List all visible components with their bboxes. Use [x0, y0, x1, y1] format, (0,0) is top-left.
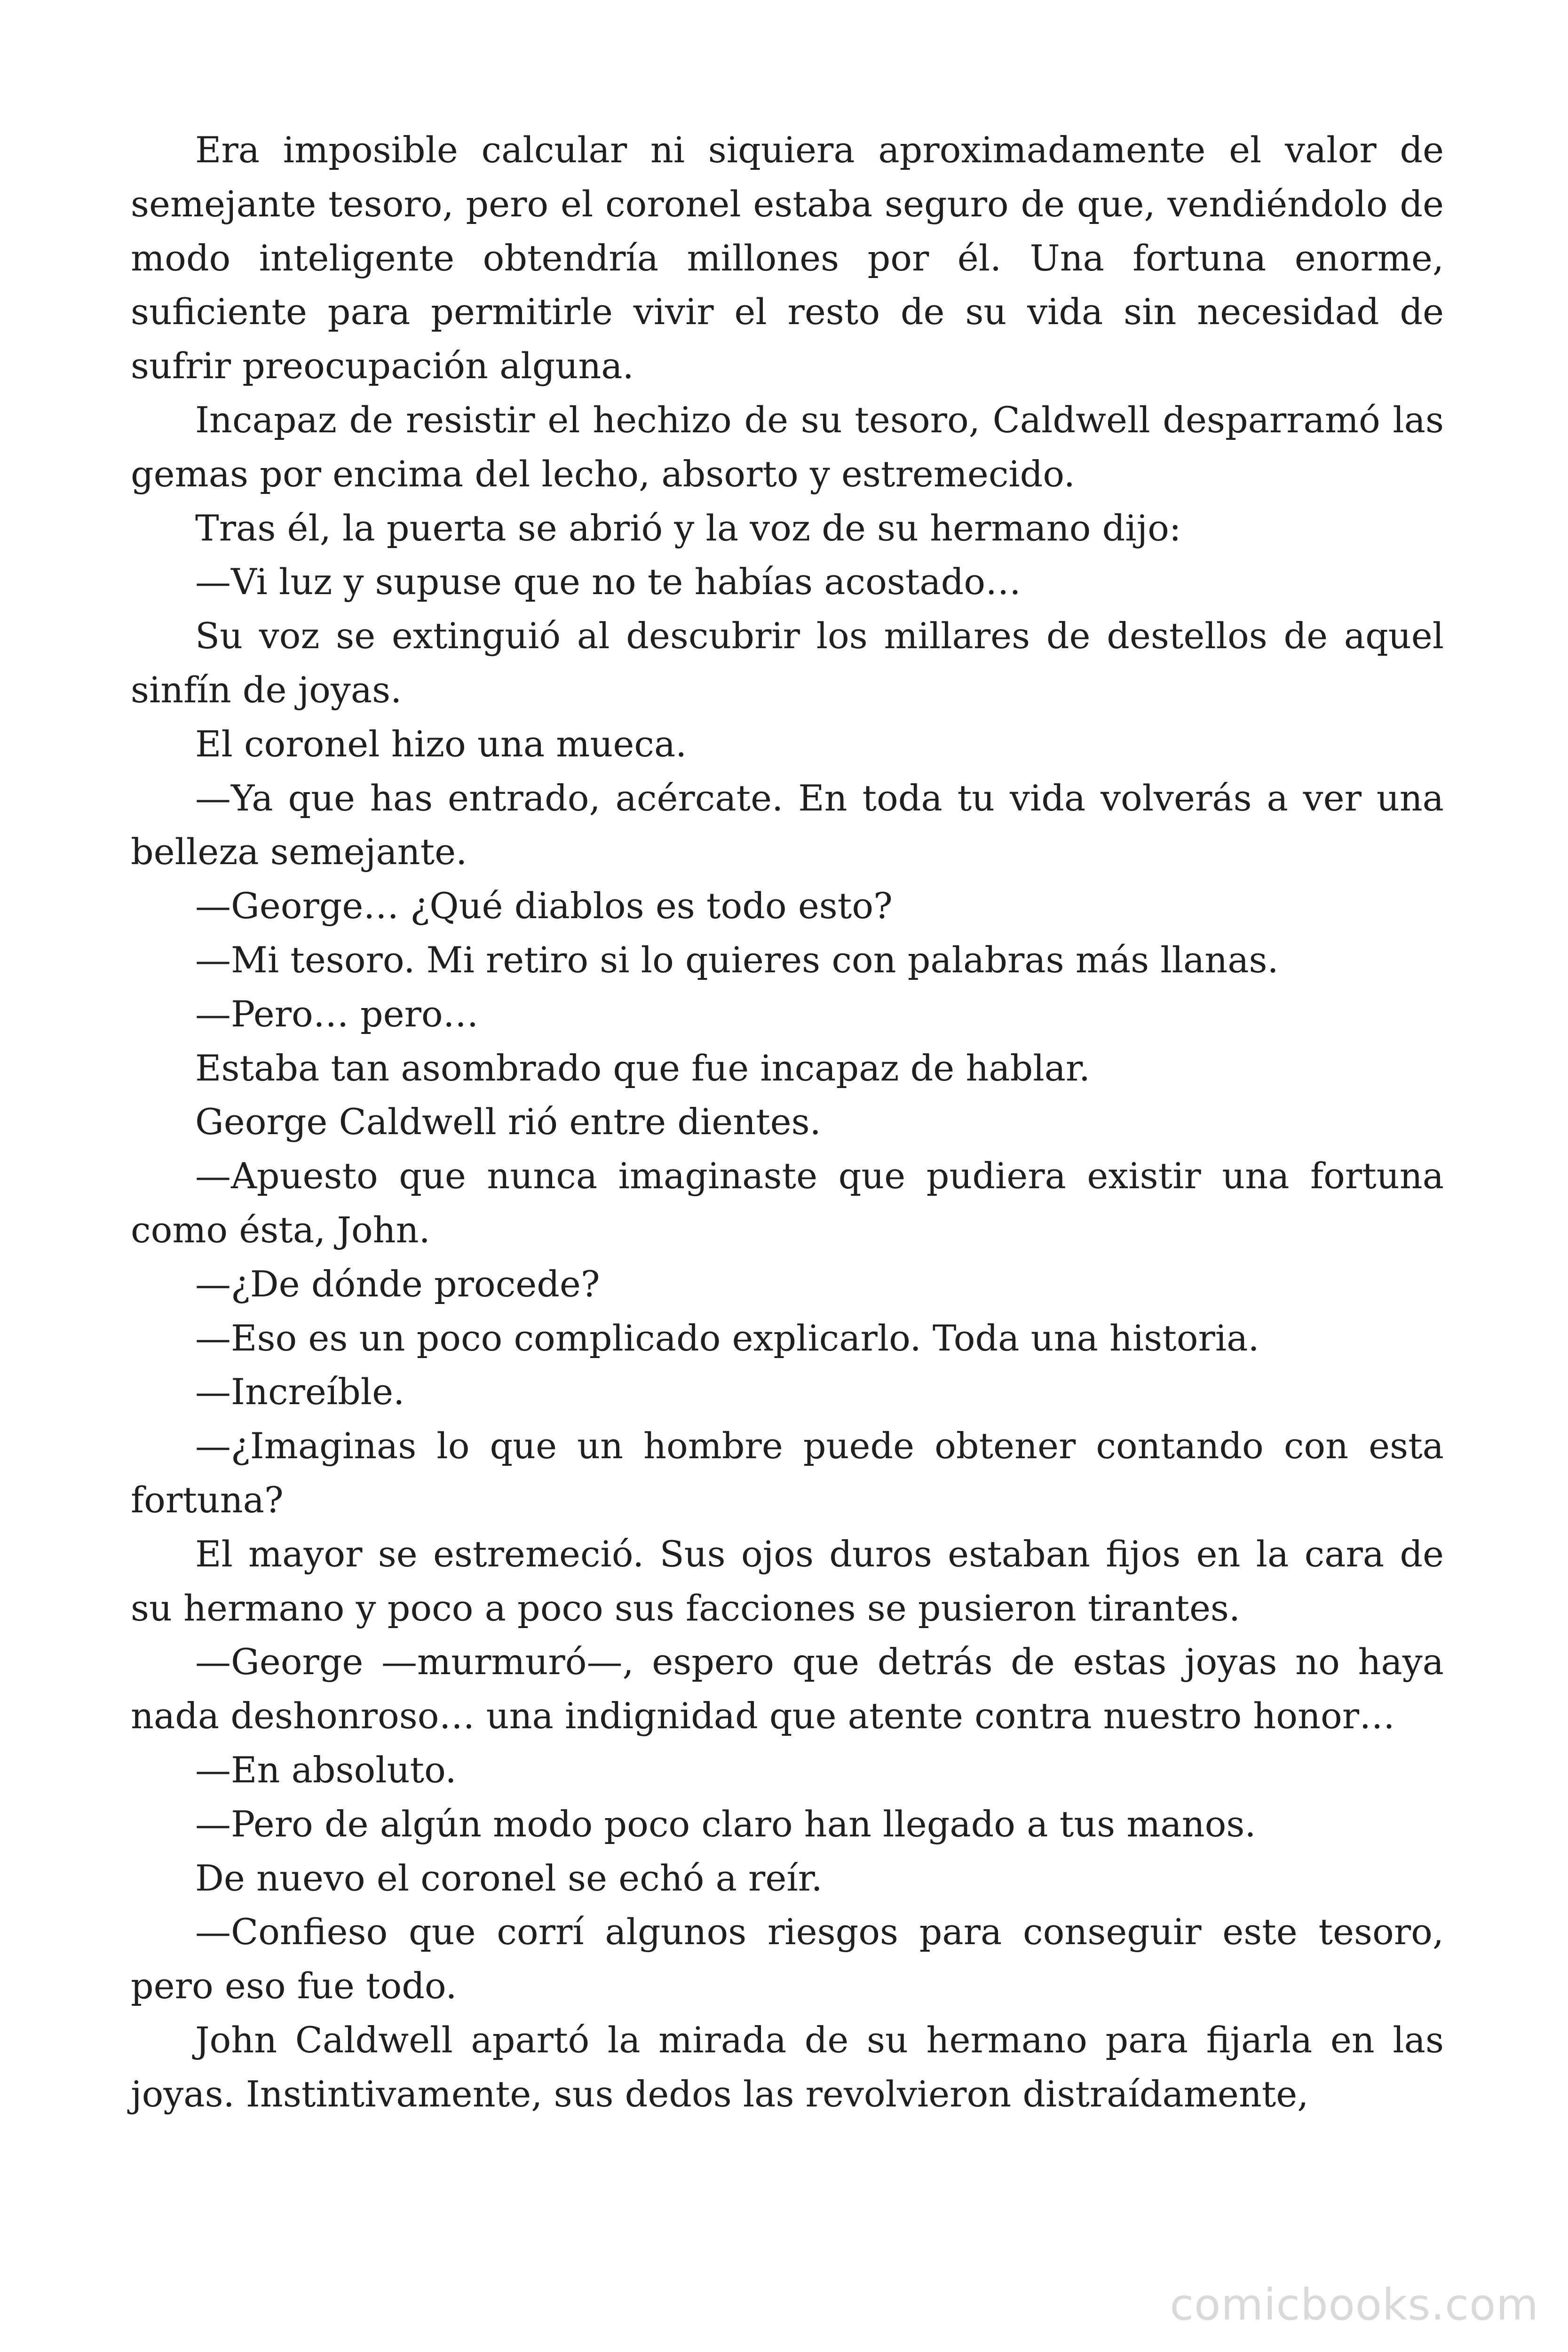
- paragraph: El mayor se estremeció. Sus ojos duros estaban fijos en la cara de su hermano y poco a poco sus facciones se pusieron tirantes.: [131, 1533, 1444, 1629]
- paragraph: Era imposible calcular ni siquiera aproximadamente el valor de semejante tesoro, pero el coronel estaba seguro de que, vendiéndolo de modo inteligente obtendría millones por él. Una fortuna enorme, suficiente para permitirle vivir el resto de su vida sin necesidad de sufrir preocupación alguna.: [131, 129, 1444, 387]
- paragraph: —Ya que has entrado, acércate. En toda tu vida volverás a ver una belleza semejante.: [131, 777, 1444, 873]
- paragraph: El coronel hizo una mueca.: [195, 723, 687, 765]
- paragraph: —Vi luz y supuse que no te habías acostado…: [195, 561, 1022, 603]
- paragraph: —George —murmuró—, espero que detrás de estas joyas no haya nada deshonroso… una indignidad que atente contra nuestro honor…: [131, 1641, 1444, 1737]
- site-watermark: comicbooks.com: [1170, 2280, 1539, 2330]
- paragraph: Tras él, la puerta se abrió y la voz de su hermano dijo:: [195, 507, 1181, 549]
- paragraph: Estaba tan asombrado que fue incapaz de hablar.: [195, 1047, 1091, 1089]
- paragraph: John Caldwell apartó la mirada de su hermano para fijarla en las joyas. Instintivamente, sus dedos las revolvieron distraídamente,: [131, 2018, 1444, 2115]
- paragraph: Incapaz de resistir el hechizo de su tesoro, Caldwell desparramó las gemas por encima del lecho, absorto y estremecido.: [131, 398, 1444, 495]
- paragraph: George Caldwell rió entre dientes.: [195, 1101, 821, 1143]
- paragraph: —¿Imaginas lo que un hombre puede obtener contando con esta fortuna?: [131, 1425, 1444, 1521]
- paragraph: —Eso es un poco complicado explicarlo. Toda una historia.: [195, 1317, 1259, 1359]
- paragraph: —¿De dónde procede?: [195, 1263, 600, 1305]
- paragraph: —Pero de algún modo poco claro han llegado a tus manos.: [195, 1803, 1256, 1845]
- paragraph: —En absoluto.: [195, 1748, 457, 1791]
- paragraph: Su voz se extinguió al descubrir los millares de destellos de aquel sinfín de joyas.: [131, 615, 1444, 711]
- page-body-text: [131, 123, 1444, 2121]
- paragraph: —George… ¿Qué diablos es todo esto?: [195, 885, 893, 927]
- paragraph: —Mi tesoro. Mi retiro si lo quieres con palabras más llanas.: [195, 938, 1279, 981]
- paragraph: —Increíble.: [195, 1371, 405, 1413]
- paragraph: —Apuesto que nunca imaginaste que pudiera existir una fortuna como ésta, John.: [131, 1155, 1444, 1251]
- paragraph: —Pero… pero…: [195, 993, 479, 1035]
- paragraph: De nuevo el coronel se echó a reír.: [195, 1857, 823, 1899]
- paragraph: —Confieso que corrí algunos riesgos para conseguir este tesoro, pero eso fue todo.: [131, 1911, 1444, 2007]
